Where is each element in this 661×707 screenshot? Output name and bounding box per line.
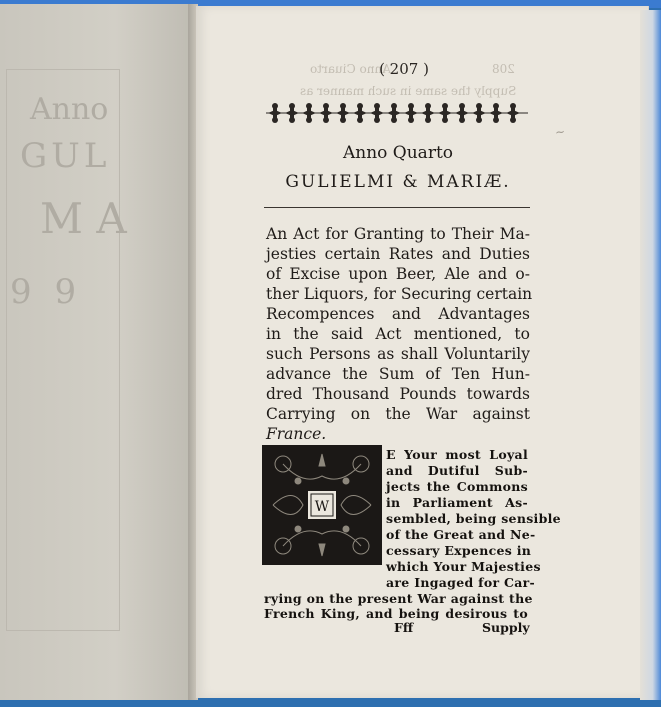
catchword: Supply (482, 620, 530, 635)
show-through-text: Supply the same in such manner as (300, 84, 517, 98)
heading-monarchs: GULIELMI & MARIÆ. (285, 172, 511, 192)
left-page-show-through: GUL (20, 136, 111, 176)
body-text-line: sembled, being sensible (386, 511, 561, 526)
body-text-line: cessary Expences in (386, 543, 532, 558)
body-text-line: are Ingaged for Car- (386, 575, 536, 590)
page-number: ( 207 ) (379, 60, 429, 78)
signature-mark: Fff (394, 620, 414, 635)
body-text-line: in Parliament As- (386, 495, 528, 510)
act-title-line: Recompences and Advantages (266, 305, 530, 323)
act-title-line: An Act for Granting to Their Ma- (266, 225, 530, 243)
body-text-line: and Dutiful Sub- (386, 463, 528, 478)
act-title-line: jesties certain Rates and Duties (266, 245, 530, 263)
act-title-line: such Persons as shall Voluntarily (266, 345, 530, 363)
act-title-line-france: France. (266, 425, 327, 443)
body-text-line: which Your Majesties (386, 559, 541, 574)
body-text-line: rying on the present War against the (264, 591, 533, 606)
heading-anno-quarto: Anno Quarto (342, 143, 454, 163)
left-page-show-through: 9 9 (10, 272, 83, 312)
act-title-line: advance the Sum of Ten Hun- (266, 365, 530, 383)
act-title-line: of Excise upon Beer, Ale and o- (266, 265, 530, 283)
left-page-show-through: M A (40, 194, 127, 243)
initial-letter: W (314, 499, 330, 515)
body-text-line: jects the Commons (386, 479, 528, 494)
act-title-line: ther Liquors, for Securing certain (266, 285, 533, 303)
show-through-text: Anno Ciuarto (310, 62, 391, 76)
act-title-line: in the said Act mentioned, to (266, 325, 530, 343)
body-text-line: French King, and being desirous to (264, 606, 528, 621)
body-text-line: of the Great and Ne- (386, 527, 536, 542)
decorative-ornament-band (266, 98, 530, 128)
act-title-line: dred Thousand Pounds towards (266, 385, 530, 403)
decorated-initial-woodcut (262, 445, 382, 565)
page-edges (640, 10, 661, 700)
act-title-line: Carrying on the War against (266, 405, 530, 423)
show-through-text: 208 (492, 62, 515, 76)
body-text-line: E Your most Loyal (386, 447, 528, 462)
left-page-show-through: Anno (30, 92, 109, 127)
left-page (0, 4, 192, 700)
horizontal-rule (264, 207, 530, 208)
pencil-annotation: ~ (554, 124, 566, 140)
